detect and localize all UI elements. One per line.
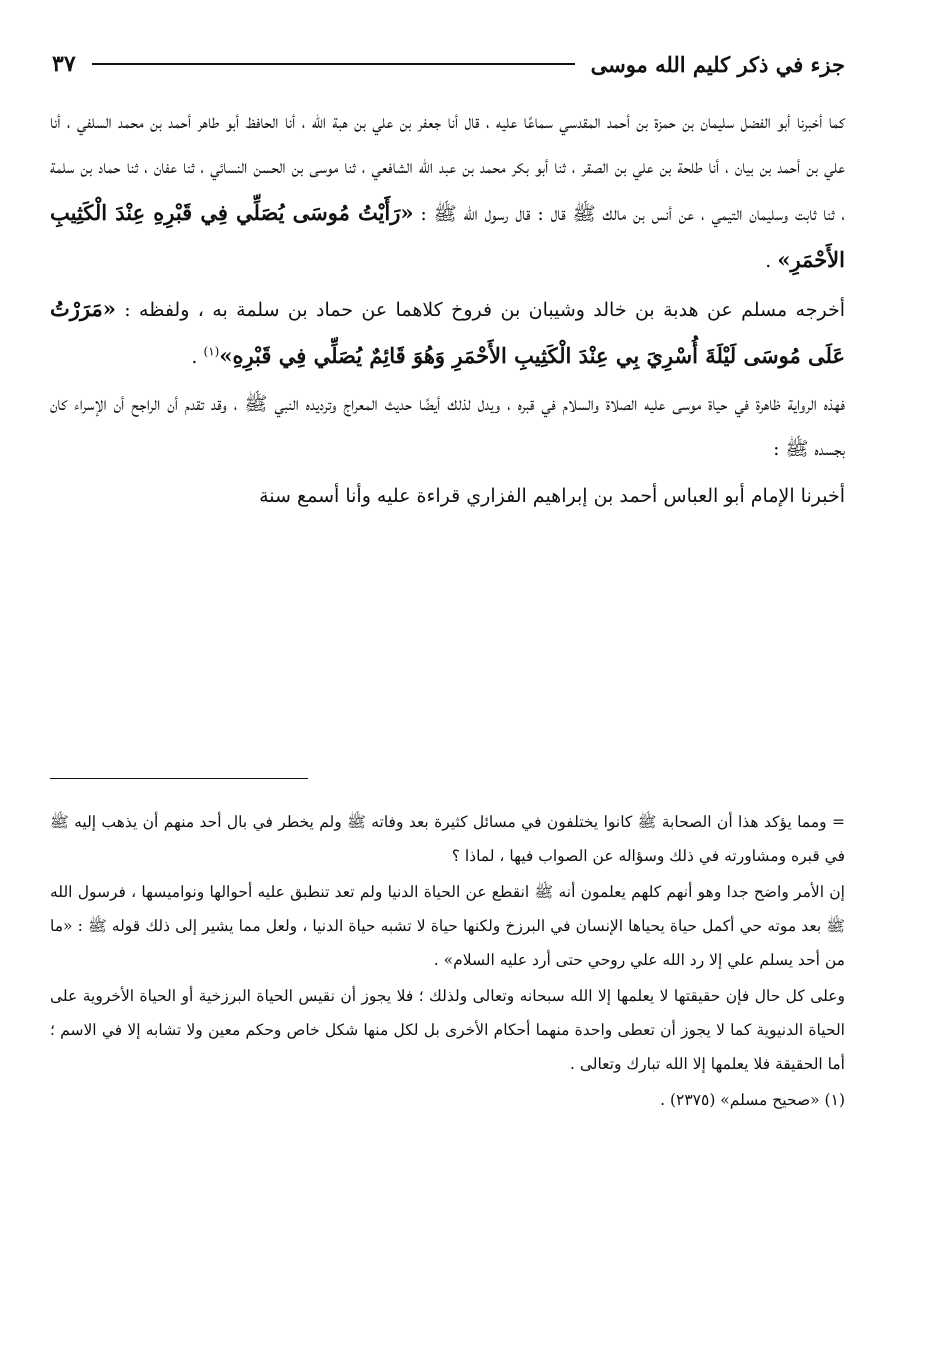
hadith-quote: «رَأَيْتُ مُوسَى يُصَلِّي فِي قَبْرِهِ عِنْدَ الْكَثِيبِ الأَحْمَرِ» (50, 200, 845, 272)
page-number: ٣٧ (52, 51, 76, 77)
footnotes (50, 805, 845, 1117)
footnote-paragraph: = ومما يؤكد هذا أن الصحابة ﷺ كانوا يختلفون في مسائل كثيرة بعد وفاته ﷺ ولم يخطر في بال أحد منهم أن يذهب إليه ﷺ في قبره ومشاورته في ذلك وسؤاله عن الصواب فيها ، لماذا ؟ (50, 813, 845, 865)
paragraph-commentary: فهذه الرواية ظاهرة في حياة موسى عليه الصلاة والسلام في قبره ، ويدل لذلك أيضًا حديث المعراج وترديده النبي ﷺ ، وقد تقدم أن الراجح أن الإسراء كان بجسده ﷺ : (50, 393, 845, 460)
footnote-paragraph: إن الأمر واضح جدا وهو أنهم كلهم يعلمون أنه ﷺ انقطع عن الحياة الدنيا ولم تعد تنطبق عليه أحوالها ونواميسها ، فرسول الله ﷺ بعد موته حي أكمل حياة يحياها الإنسان في البرزخ ولكنها حياة لا تشبه حياة الدنيا ، ولعل مما يشير إلى ذلك قوله ﷺ : «ما من أحد يسلم علي إلا رد الله علي روحي حتى أرد عليه السلام» . (50, 883, 845, 969)
hadith-quote: «مَرَرْتُ عَلَى مُوسَى لَيْلَةَ أُسْرِيَ بِي عِنْدَ الْكَثِيبِ الأَحْمَرِ وَهُوَ قَائِمٌ يُصَلِّي فِي قَبْرِهِ» (50, 296, 845, 368)
footnote-reference: (١) «صحيح مسلم» (٢٣٧٥) . (660, 1091, 845, 1109)
paragraph-isnad (50, 100, 845, 284)
footnote-ref: (١) (203, 344, 220, 359)
main-text (50, 100, 845, 519)
header-rule (92, 63, 575, 65)
page-header (52, 44, 845, 84)
paragraph-end: . (191, 346, 204, 368)
paragraph-text: أخرجه مسلم عن هدبة بن خالد وشيبان بن فروخ كلاهما عن حماد بن سلمة به ، ولفظه : (124, 299, 845, 321)
paragraph-isnad-2: أخبرنا الإمام أبو العباس أحمد بن إبراهيم الفزاري قراءة عليه وأنا أسمع سنة (259, 485, 845, 507)
footnote-separator (50, 778, 308, 779)
running-title: جزء في ذكر كليم الله موسى (590, 51, 845, 77)
footnote-paragraph: وعلى كل حال فإن حقيقتها لا يعلمها إلا الله سبحانه وتعالى ولذلك ؛ فلا يجوز أن نقيس الحياة البرزخية أو الحياة الأخروية على الحياة الدنيوية كما لا يجوز أن تعطى واحدة منهما أحكام الأخرى بل لكل منها شكل خاص وحكم معين ولا تشابه إلا في الاسم ؛ أما الحقيقة فلا يعلمها إلا الله تبارك وتعالى . (50, 987, 845, 1073)
paragraph-takhrij (50, 286, 845, 380)
paragraph-end: . (765, 250, 778, 272)
paragraph-text: كما أخبرنا أبو الفضل سليمان بن حمزة بن أحمد المقدسي سماعًا عليه ، قال أنا جعفر بن علي بن هبة الله ، أنا الحافظ أبو طاهر أحمد بن محمد السلفي ، أنا علي بن أحمد بن بيان ، أنا طلحة بن علي بن الصقر ، ثنا أبو بكر محمد بن عبد الله الشافعي ، ثنا موسى بن الحسن النسائي ، ثنا عفان ، ثنا حماد بن سلمة ، ثنا ثابت وسليمان التيمي ، عن أنس بن مالك ﷺ قال : قال رسول الله ﷺ : (50, 111, 845, 225)
